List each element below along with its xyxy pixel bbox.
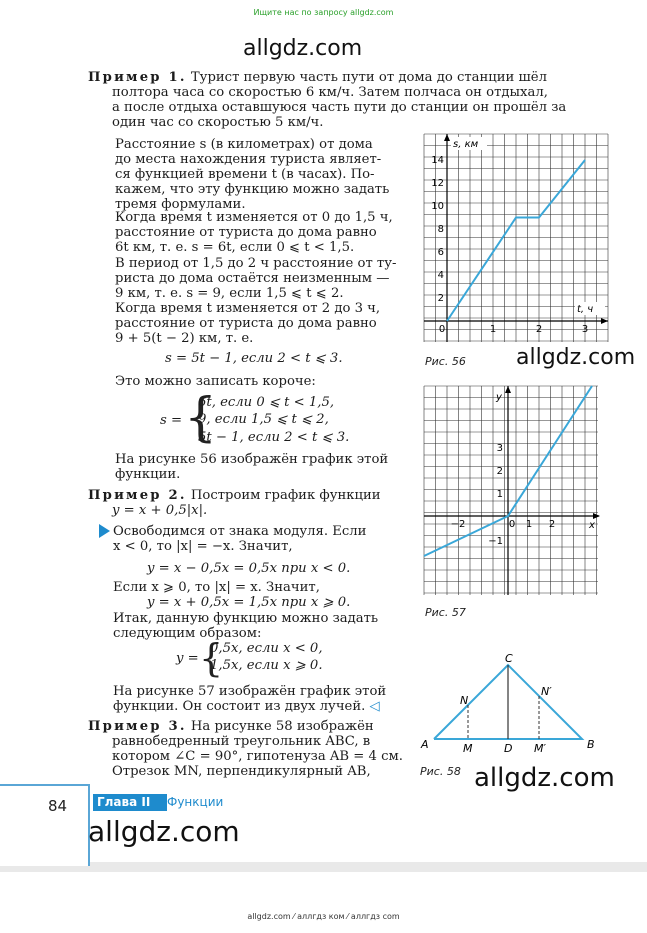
solution-marker-icon (99, 524, 110, 538)
y-axis-arrow-icon (444, 134, 450, 141)
y-axis-label: y (496, 392, 502, 403)
page-number: 84 (48, 797, 68, 815)
example1-body-line: В период от 1,5 до 2 ч расстояние от ту- (115, 256, 397, 271)
chapter-badge: Глава II (93, 794, 167, 811)
example3-heading: Пример 3. (88, 719, 187, 734)
example3-line: Отрезок MN, перпендикулярный AB, (112, 764, 371, 779)
example3-line: котором ∠C = 90°, гипотенуза AB = 4 см. (112, 749, 403, 764)
y-tick-label: 2 (496, 466, 503, 477)
x-tick-label: 1 (489, 324, 497, 335)
example1-intro-line-4: один час со скоростью 5 км/ч. (112, 115, 324, 130)
example1-shorter: Это можно записать короче: (115, 374, 316, 389)
watermark: allgdz.com (516, 345, 636, 370)
y-tick-label: −1 (488, 536, 503, 547)
example2-after-line: На рисунке 57 изображён график этой (113, 684, 387, 699)
x-tick-label: −2 (450, 519, 466, 530)
example1-system-lhs: s = (160, 413, 183, 428)
example1-body-line: ся функцией времени t (в часах). По- (115, 167, 375, 182)
example1-body-line: тремя формулами. (115, 197, 246, 212)
figure-57-caption: Рис. 57 (425, 606, 466, 619)
example1-intro-line-1: Пример 1. Турист первую часть пути от дома до станции шёл (88, 70, 547, 85)
example3-line-1: Пример 3. На рисунке 58 изображён (88, 719, 374, 734)
y-axis-arrow-icon (505, 386, 511, 393)
y-tick-label: 3 (496, 443, 503, 454)
example2-eq1: y = x − 0,5x = 0,5x при x < 0. (147, 561, 351, 576)
example1-body-line: 6t км, т. е. s = 6t, если 0 ⩽ t < 1,5. (115, 240, 355, 255)
example1-body-line: до места нахождения туриста являет- (115, 152, 382, 167)
example2-body-line: Итак, данную функцию можно задать (113, 611, 379, 626)
y-tick-label: 14 (431, 155, 444, 166)
example1-body-line: расстояние от туриста до дома равно (115, 316, 377, 331)
label-n: N (460, 694, 469, 707)
example1-heading: Пример 1. (88, 70, 187, 85)
figure-56-caption: Рис. 56 (425, 355, 466, 368)
figure-57-graph (422, 383, 602, 598)
watermark: allgdz.com (243, 36, 363, 61)
example1-intro-line-2: полтора часа со скоростью 6 км/ч. Затем полчаса он отдыхал, (112, 85, 548, 100)
system-brace: { (199, 636, 224, 680)
x-tick-label: 2 (548, 519, 556, 530)
example2-after-line: функции. Он состоит из двух лучей. ◁ (113, 699, 380, 714)
x-tick-label: 1 (525, 519, 533, 530)
x-axis-label: x (589, 520, 595, 531)
x-tick-label: 3 (581, 324, 589, 335)
example2-heading: Пример 2. (88, 488, 187, 503)
example2-eq2: y = x + 0,5x = 1,5x при x ⩾ 0. (147, 595, 351, 610)
y-tick-label: 6 (437, 247, 444, 258)
example1-formula: s = 5t − 1, если 2 < t ⩽ 3. (165, 351, 343, 366)
y-tick-label: 8 (437, 224, 444, 235)
x-tick-label: 2 (535, 324, 543, 335)
y-tick-label: 10 (431, 201, 444, 212)
watermark: allgdz.com (88, 815, 240, 848)
y-axis-label: s, км (453, 139, 479, 150)
example1-body-line: Расстояние s (в километрах) от дома (115, 137, 373, 152)
bottom-strip (0, 872, 647, 933)
example1-system-case: 6t, если 0 ⩽ t < 1,5, (198, 395, 335, 410)
example2-system-case: 0,5x, если x < 0, (210, 641, 323, 656)
label-c: C (505, 652, 513, 665)
example3-line: равнобедренный треугольник ABC, в (112, 734, 371, 749)
label-a: A (421, 738, 429, 751)
example1-body-line: расстояние от туриста до дома равно (115, 225, 377, 240)
example2-function: y = x + 0,5|x|. (112, 503, 208, 518)
watermark: allgdz.com (474, 763, 615, 793)
example2-body-line: Освободимся от знака модуля. Если (113, 524, 367, 539)
x-tick-label: 0 (508, 519, 516, 530)
system-brace: { (184, 388, 218, 448)
label-d: D (504, 742, 513, 755)
example1-body-line: Когда время t изменяется от 2 до 3 ч, (115, 301, 381, 316)
example2-system-case: 1,5x, если x ⩾ 0. (210, 658, 323, 673)
y-tick-label: 1 (496, 489, 503, 500)
example2-body-line: x < 0, то |x| = −x. Значит, (113, 539, 293, 554)
example1-system-case: 9, если 1,5 ⩽ t ⩽ 2, (198, 412, 329, 427)
example1-body-line: Когда время t изменяется от 0 до 1,5 ч, (115, 210, 393, 225)
figure-58-caption: Рис. 58 (420, 765, 461, 778)
example1-intro-line-3: а после отдыха оставшуюся часть пути до станции он прошёл за (112, 100, 567, 115)
example1-body-line: 9 км, т. е. s = 9, если 1,5 ⩽ t ⩽ 2. (115, 286, 344, 301)
label-m: M (463, 742, 473, 755)
example2-line-1: Пример 2. Построим график функции (88, 488, 381, 503)
figure-58-triangle (418, 650, 604, 758)
footer-corner (0, 784, 90, 866)
example2-body-line: следующим образом: (113, 626, 262, 641)
label-b: B (587, 738, 595, 751)
y-tick-label: 12 (431, 178, 444, 189)
example1-system-case: 5t − 1, если 2 < t ⩽ 3. (198, 430, 350, 445)
label-m-prime: M′ (534, 742, 546, 755)
example1-body-line: кажем, что эту функцию можно задать (115, 182, 390, 197)
end-of-solution-icon: ◁ (369, 699, 380, 714)
top-note[interactable]: Ищите нас по запросу allgdz.com (253, 8, 394, 17)
chapter-title: Функции (167, 795, 224, 809)
example1-after-line: функции. (115, 467, 181, 482)
figure-56-graph (420, 130, 610, 345)
example1-after-line: На рисунке 56 изображён график этой (115, 452, 389, 467)
y-tick-label: 4 (437, 270, 444, 281)
x-axis-arrow-icon (601, 318, 608, 324)
y-tick-label: 2 (437, 293, 444, 304)
example1-body-line: 9 + 5(t − 2) км, т. е. (115, 331, 254, 346)
example2-body-line: Если x ⩾ 0, то |x| = x. Значит, (113, 580, 320, 595)
example1-body-line: риста до дома остаётся неизменным — (115, 271, 390, 286)
example2-system-lhs: y = (176, 651, 199, 666)
x-tick-label: 0 (438, 324, 446, 335)
x-axis-label: t, ч (577, 304, 594, 315)
label-n-prime: N′ (541, 685, 552, 698)
bottom-note[interactable]: allgdz.com ⁄ аллгдз ком ⁄ аллгдз com (247, 912, 400, 921)
